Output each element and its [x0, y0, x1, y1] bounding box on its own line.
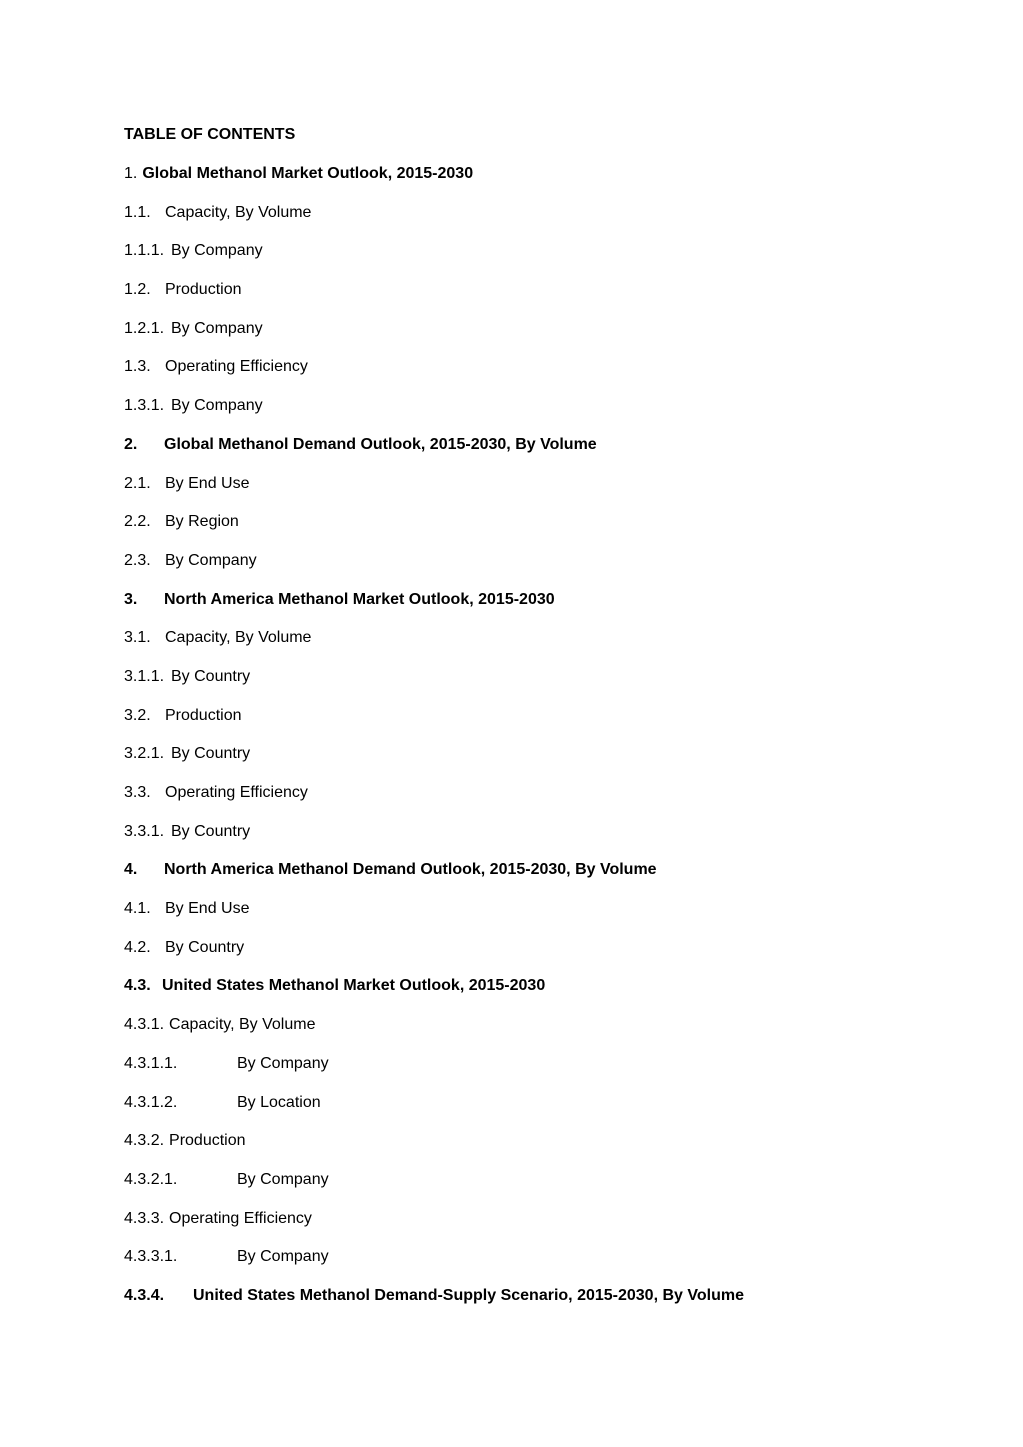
- toc-entry-text: Global Methanol Demand Outlook, 2015-2030, By Volume: [164, 435, 597, 453]
- toc-entry-number: 3.2.: [124, 706, 151, 724]
- toc-entry: [124, 937, 744, 976]
- toc-entry-text: By Country: [165, 938, 245, 956]
- toc-entry-number: 1.: [124, 165, 138, 182]
- toc-title: TABLE OF CONTENTS: [124, 126, 296, 143]
- toc-entry: [124, 473, 744, 512]
- toc-entry-number: 2.2.: [124, 513, 151, 531]
- toc-entry-text: By Company: [165, 551, 257, 569]
- toc-entry-text: Operating Efficiency: [165, 358, 308, 376]
- toc-entry-text: Production: [169, 1132, 246, 1150]
- toc-entry-text: United States Methanol Market Outlook, 2015-2030: [162, 977, 546, 995]
- toc-entry: [124, 279, 744, 318]
- toc-entry-number: 1.1.1.: [124, 242, 165, 260]
- toc-entry-text: Production: [165, 281, 242, 299]
- toc-entry: [124, 898, 744, 937]
- toc-entry-text: Production: [165, 706, 242, 724]
- toc-entry: [124, 163, 744, 202]
- toc-entry: [124, 434, 744, 473]
- toc-entry: [124, 318, 744, 357]
- toc-entry-text: By Company: [171, 397, 263, 415]
- toc-entry: [124, 1130, 744, 1169]
- toc-entry: [124, 1169, 744, 1208]
- toc-entry-text: By Country: [171, 667, 251, 685]
- toc-entry-number: 4.3.1.2.: [124, 1093, 178, 1111]
- toc-entry: [124, 1092, 744, 1131]
- toc-entry: [124, 589, 744, 628]
- toc-entry-number: 1.3.1.: [124, 397, 165, 415]
- toc-entry-number: 2.: [124, 435, 138, 453]
- toc-entry-number: 4.2.: [124, 938, 151, 956]
- toc-entry-number: 3.2.1.: [124, 745, 165, 763]
- toc-entry: [124, 975, 744, 1014]
- toc-entry: [124, 550, 744, 589]
- toc-entry: [124, 666, 744, 705]
- toc-list: [124, 163, 744, 1324]
- toc-entry-number: 4.3.2.1.: [124, 1170, 178, 1188]
- toc-entry-number: 1.3.: [124, 358, 151, 376]
- toc-entry-text: By Region: [165, 513, 239, 531]
- toc-entry-number: 4.3.3.: [124, 1209, 165, 1227]
- toc-entry-number: 3.1.: [124, 629, 151, 647]
- toc-entry-number: 4.3.4.: [124, 1286, 165, 1304]
- toc-entry-text: Capacity, By Volume: [169, 1016, 316, 1034]
- toc-entry-text: Operating Efficiency: [165, 784, 308, 801]
- toc-entry-text: By Company: [171, 242, 263, 260]
- toc-entry-text: North America Methanol Market Outlook, 2015-2030: [164, 590, 555, 608]
- toc-entry-text: United States Methanol Demand-Supply Scenario, 2015-2030, By Volume: [193, 1286, 744, 1304]
- toc-entry-number: 2.1.: [124, 474, 151, 492]
- toc-entry: [124, 1208, 744, 1247]
- toc-entry-text: By Location: [237, 1093, 321, 1111]
- toc-entry: [124, 743, 744, 782]
- toc-entry-text: Global Methanol Market Outlook, 2015-2030: [142, 165, 474, 182]
- toc-entry-number: 3.1.1.: [124, 667, 165, 685]
- toc-entry: [124, 511, 744, 550]
- toc-entry-number: 4.3.: [124, 977, 151, 995]
- toc-entry-text: By Company: [237, 1054, 329, 1072]
- toc-entry-text: Capacity, By Volume: [165, 629, 312, 647]
- toc-entry-text: North America Methanol Demand Outlook, 2015-2030, By Volume: [164, 861, 657, 879]
- toc-entry: [124, 821, 744, 860]
- toc-entry-number: 1.2.: [124, 281, 151, 299]
- toc-entry-number: 1.2.1.: [124, 319, 165, 337]
- toc-entry-text: By Country: [171, 745, 251, 763]
- toc-entry-text: By Company: [237, 1170, 329, 1188]
- toc-entry: [124, 240, 744, 279]
- toc-entry-text: By End Use: [165, 474, 250, 492]
- toc-entry: [124, 1246, 744, 1285]
- toc-entry-number: 4.3.2.: [124, 1132, 165, 1150]
- toc-entry: [124, 1285, 744, 1324]
- toc-entry-text: By Company: [237, 1248, 329, 1266]
- toc-entry-text: Capacity, By Volume: [165, 203, 312, 221]
- toc-entry-number: 3.: [124, 590, 138, 608]
- toc-entry-number: 4.3.3.1.: [124, 1248, 178, 1266]
- toc-entry-number: 1.1.: [124, 203, 151, 221]
- toc-entry: [124, 202, 744, 241]
- toc-entry-number: 4.1.: [124, 900, 151, 918]
- toc-entry-number: 4.3.1.1.: [124, 1054, 178, 1072]
- toc-entry: [124, 859, 744, 898]
- toc-entry-number: 4.3.1.: [124, 1016, 165, 1034]
- toc-entry: [124, 627, 744, 666]
- toc-entry-text: By Company: [171, 319, 263, 337]
- toc-entry-number: 3.3.: [124, 784, 151, 801]
- toc-entry-text: By Country: [171, 822, 251, 840]
- toc-entry-number: 3.3.1.: [124, 822, 165, 840]
- toc-entry-number: 2.3.: [124, 551, 151, 569]
- toc-entry: [124, 395, 744, 434]
- toc-entry: [124, 705, 744, 744]
- toc-entry-text: By End Use: [165, 900, 250, 918]
- toc-entry: [124, 1014, 744, 1053]
- toc-entry: [124, 1053, 744, 1092]
- toc-entry-number: 4.: [124, 861, 138, 879]
- toc-entry-text: Operating Efficiency: [169, 1209, 312, 1227]
- toc-entry: [124, 782, 744, 821]
- toc-entry: [124, 356, 744, 395]
